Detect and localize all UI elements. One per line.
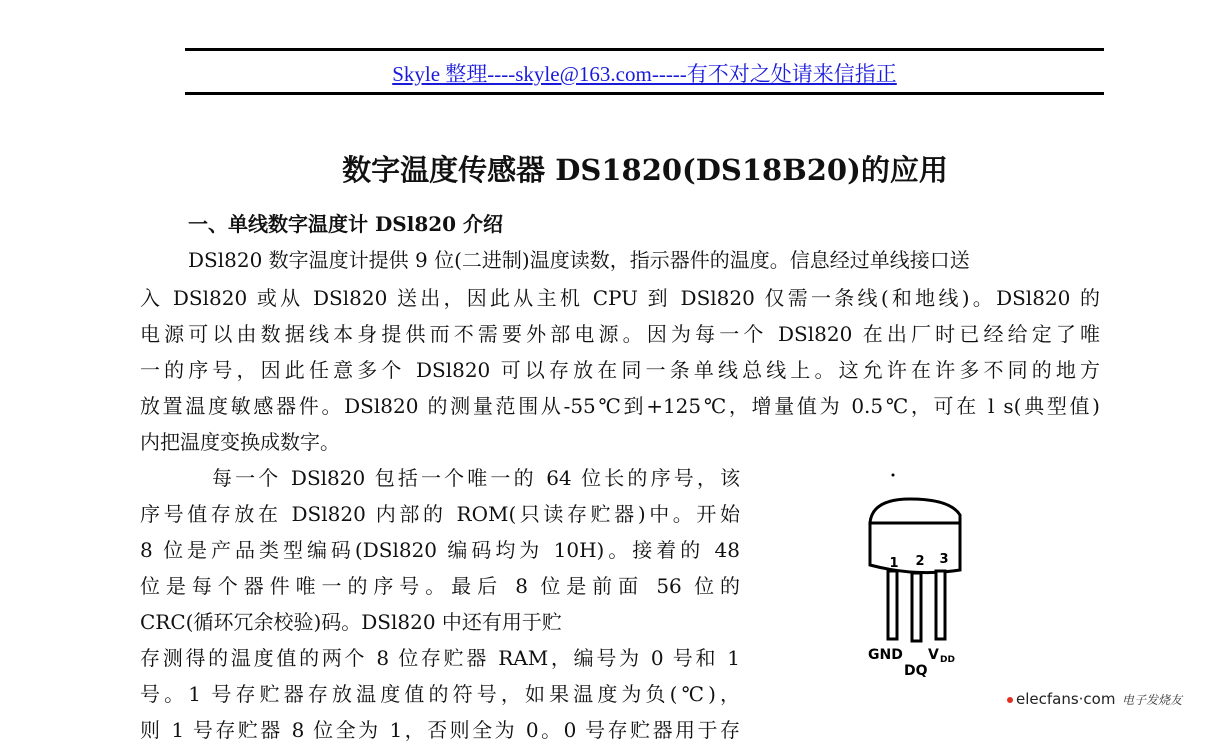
pin-number-3: 3 [939,552,949,567]
document-title: 数字温度传感器 DS1820(DS18B20)的应用 [342,153,948,187]
pin-3-lead [936,571,945,639]
para2-line-2: 序号值存放在 DSl820 内部的 ROM(只读存贮器)中。开始 [140,502,740,526]
label-dq: DQ [904,663,928,679]
para1-line-4: 一的序号，因此任意多个 DSl820 可以存放在同一条单线总线上。这允许在许多不同的地方 [140,358,1100,382]
pin-number-2: 2 [915,554,925,569]
watermark-suffix: 电子发烧友 [1122,693,1183,707]
para1-line-1: DSl820 数字温度计提供 9 位(二进制)温度读数，指示器件的温度。信息经过单线接口送 [188,248,970,272]
para1-line-2: 入 DSl820 或从 DSl820 送出，因此从主机 CPU 到 DSl820 仅需一条线(和地线)。DSl820 的 [140,286,1100,310]
elecfans-watermark [1000,683,1210,713]
para1-line-6: 内把温度变换成数字。 [140,430,340,454]
header-rule-top [185,48,1104,51]
para2-line-6: 存测得的温度值的两个 8 位存贮器 RAM，编号为 0 号和 1 [140,646,740,670]
watermark-brand: elecfans·com [1016,690,1116,708]
diagram-dot [892,474,895,477]
pin-1-lead [888,571,897,639]
header-contact-link[interactable]: Skyle 整理----skyle@163.com-----有不对之处请来信指正 [392,62,897,86]
label-vdd: V [928,647,939,663]
label-gnd: GND [868,647,903,663]
para2-line-8: 则 1 号存贮器 8 位全为 1，否则全为 0。0 号存贮器用于存 [140,718,740,742]
para2-line-5: CRC(循环冗余校验)码。DSl820 中还有用于贮 [140,610,562,634]
package-top-cap [870,499,960,523]
pin-2-lead [912,573,921,641]
section-heading-1: 一、单线数字温度计 DSl820 介绍 [188,212,504,236]
para2-line-1: 每一个 DSl820 包括一个唯一的 64 位长的序号，该 [212,466,740,490]
header-rule-bottom [185,92,1104,95]
pin-number-1: 1 [889,556,899,571]
para2-line-7: 号。1 号存贮器存放温度值的符号，如果温度为负(℃)， [140,682,740,706]
para2-line-3: 8 位是产品类型编码(DSl820 编码均为 10H)。接着的 48 [140,538,740,562]
watermark-dot-icon [1007,697,1013,703]
label-vdd-subscript: DD [940,655,955,665]
ds1820-package-diagram [850,465,1050,695]
para2-line-4: 位是每个器件唯一的序号。最后 8 位是前面 56 位的 [140,574,740,598]
para1-line-5: 放置温度敏感器件。DSl820 的测量范围从-55℃到+125℃，增量值为 0.5℃，可在 l s(典型值) [140,394,1100,418]
para1-line-3: 电源可以由数据线本身提供而不需要外部电源。因为每一个 DSl820 在出厂时已经给定了唯 [140,322,1100,346]
